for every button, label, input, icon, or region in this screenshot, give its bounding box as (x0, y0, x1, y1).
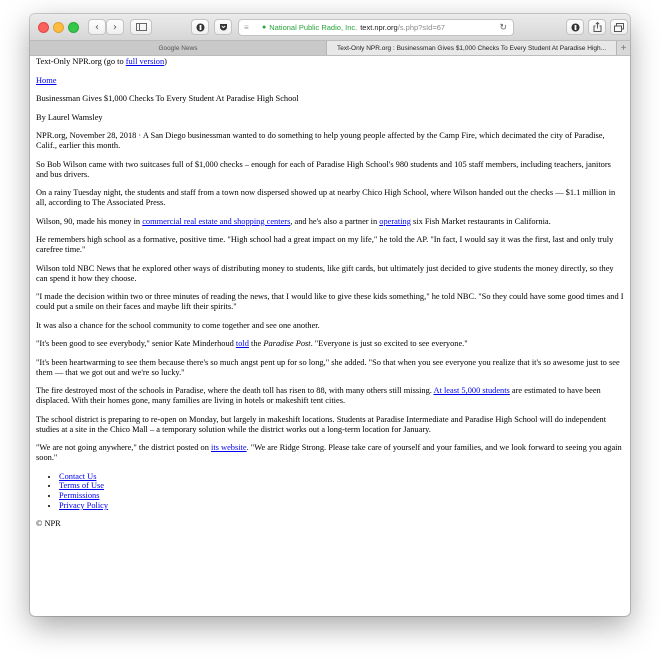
list-item (59, 491, 624, 501)
pocket-icon (219, 23, 228, 32)
close-window-button[interactable] (38, 22, 49, 33)
intro-prefix: Text-Only NPR.org (go to (36, 57, 126, 66)
privacy-policy-link[interactable]: Privacy Policy (59, 500, 109, 510)
tab-label: Google News (158, 44, 198, 52)
intro-line (36, 57, 624, 67)
headline: Businessman Gives $1,000 Checks To Every Student At Paradise High School (36, 94, 299, 103)
paragraph-7: "I made the decision within two or three minutes of reading the news, that I would like to give these kids something," he told NBC. "So they could have some good times and I could put a smile on their faces and maybe lift their spirits." (36, 292, 624, 311)
paragraph-8: It was also a chance for the school community to come together and see one another. (36, 320, 320, 330)
forward-button[interactable] (106, 19, 124, 35)
text-segment: Wilson, 90, made his money in (36, 216, 143, 226)
text-segment: "It's been good to see everybody," senior Kate Minderhoud (36, 339, 236, 348)
zoom-window-button[interactable] (68, 22, 79, 33)
paragraph-13 (36, 443, 624, 463)
list-item (59, 501, 624, 511)
paragraph-11 (36, 386, 624, 406)
paragraph-1: NPR.org, November 28, 2018 · A San Diego businessman wanted to do something to help young people affected by the Camp Fire, which decimated the city of Paradise, Calif., earlier this month. (36, 131, 605, 150)
students-displaced-link[interactable]: At least 5,000 students (433, 386, 510, 395)
commercial-real-estate-link[interactable]: commercial real estate and shopping centers (142, 216, 291, 226)
text-segment: "We are not going anywhere," the district posted on (36, 443, 212, 452)
text-segment: are estimated to have been displaced. With their homes gone, many families are living in hotels or makeshift tent cities. (36, 386, 601, 405)
share-icon (593, 22, 602, 32)
paragraph-12: The school district is preparing to re-open on Monday, but largely in makeshift locations. Students at Paradise Intermediate and Paradise High School will do independent studies at a site in the Chico Mall – a temporary solution while the district works out a long-term location for January. (36, 414, 607, 434)
extension-button[interactable] (566, 19, 584, 35)
paragraph-6: Wilson told NBC News that he explored other ways of distributing money to students, like gift cards, but ultimately just decided to give students the money directly, so they can spend it how they choose. (36, 263, 614, 283)
address-bar[interactable] (238, 19, 514, 36)
url-path: /s.php?sId=67 (397, 23, 446, 32)
copyright: © NPR (36, 519, 61, 529)
share-button[interactable] (588, 19, 606, 35)
shield-icon (196, 23, 205, 32)
sidebar-button[interactable] (130, 19, 152, 35)
text-segment: The fire destroyed most of the schools in Paradise, where the death toll has risen to 88, with many others still missing. (36, 386, 434, 395)
chevron-left-icon: ‹ (95, 21, 99, 33)
byline: By Laurel Wamsley (36, 112, 103, 122)
shield-icon (571, 23, 580, 32)
told-link[interactable]: told (235, 339, 249, 348)
privacy-extension-button[interactable] (191, 19, 209, 35)
paragraph-4 (36, 217, 624, 227)
plus-icon: + (620, 42, 627, 54)
tab-label: Text-Only NPR.org : Businessman Gives $1,000 Checks To Every Student At Paradise High... (336, 44, 607, 52)
full-version-link[interactable]: full version (125, 57, 165, 66)
browser-toolbar (30, 14, 630, 40)
operating-link[interactable]: operating (379, 216, 411, 226)
paragraph-10: "It's been heartwarming to see them because there's so much angst pent up for so long," she added. "So that when you see everyone you realize that it's so awesome just to see them — that we got out and we're so lucky." (36, 357, 620, 377)
text-segment: the (248, 339, 264, 348)
permissions-link[interactable]: Permissions (59, 491, 100, 501)
show-tabs-button[interactable] (610, 19, 628, 35)
reader-icon: ≡ (244, 23, 249, 32)
minimize-window-button[interactable] (53, 22, 64, 33)
paragraph-2: So Bob Wilson came with two suitcases full of $1,000 checks – enough for each of Paradise High School's 980 students and 105 staff members, including teachers, janitors and bus drivers. (36, 159, 611, 179)
page-content (30, 56, 630, 529)
new-tab-button[interactable] (616, 41, 630, 55)
back-button[interactable] (88, 19, 106, 35)
home-line (36, 76, 624, 86)
paragraph-9 (36, 339, 624, 349)
pocket-button[interactable] (214, 19, 232, 35)
footer-links (36, 472, 624, 511)
publication-name: Paradise Post (263, 339, 311, 348)
text-segment: . "Everyone is just so excited to see everyone." (310, 339, 468, 348)
site-owner: National Public Radio, Inc. (269, 23, 358, 32)
list-item (59, 472, 624, 482)
reload-icon[interactable]: ↻ (499, 22, 507, 32)
tab-npr-article[interactable] (327, 41, 616, 55)
text-segment: . "We are Ridge Strong. Please take care of yourself and your families, and we look forward to seeing you again soon." (36, 443, 622, 462)
home-link[interactable]: Home (36, 75, 57, 85)
tab-google-news[interactable] (30, 41, 327, 55)
terms-of-use-link[interactable]: Terms of Use (59, 481, 104, 491)
tab-bar (30, 40, 630, 56)
tabs-icon (614, 23, 624, 32)
intro-suffix: ) (164, 57, 167, 66)
text-segment: , and he's also a partner in (290, 216, 380, 226)
browser-window (30, 14, 630, 616)
chevron-right-icon: › (113, 21, 117, 33)
district-website-link[interactable]: its website (211, 443, 247, 452)
sidebar-icon (136, 23, 147, 31)
paragraph-5: He remembers high school as a formative, positive time. "High school had a great impact on my life," he told the AP. "In fact, I would say it was the first, last and only truly carefree time." (36, 235, 614, 254)
url-host: text.npr.org (360, 23, 398, 32)
text-segment: six Fish Market restaurants in California. (410, 216, 551, 226)
list-item (59, 481, 624, 491)
lock-icon: ● (262, 24, 267, 31)
contact-us-link[interactable]: Contact Us (59, 471, 97, 481)
paragraph-3: On a rainy Tuesday night, the students and staff from a town now dispersed showed up at nearby Chico High School, where Wilson handed out the checks — $1.1 million in all, according to The Associated Press. (36, 188, 616, 207)
